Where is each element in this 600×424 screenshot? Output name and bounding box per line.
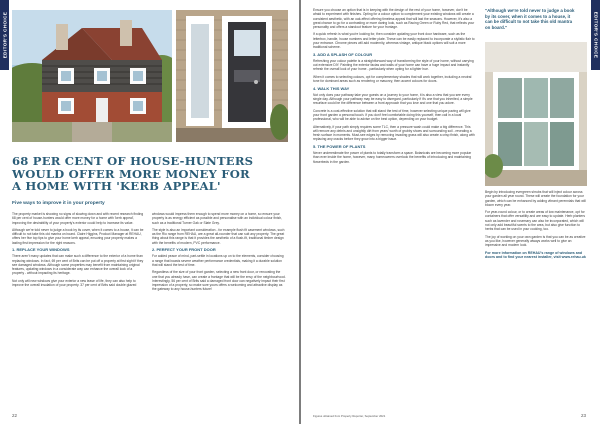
paragraph: Begin by introducing evergreen shrubs that will inject colour across your garden all year round. These will create the foundation for your garden, which can be enhanced by adding vibrant perennials that will bloom every year.: [485, 190, 586, 207]
paragraph: Not only will new windows give your exterior a new lease of life, they can also help to improve the overall insulation of your property. 37 per cent of Brits said double glazed: [12, 278, 137, 288]
paragraph: Although we're told never to judge a book by its cover, when it comes to a house, it can be difficult to not take this old mantra on board. Claire Higgins, Product Manager at REHAU, offers her five top tips to give your home kerb appeal, ensuring your property makes a lasting first impression for the right reasons.: [12, 227, 144, 245]
paragraph: There aren't many updates that can make such a difference to the exterior of a home than replacing windows. In fact, 69 per cent of Brits can be put off a property at first sight if they see damaged windows. Although some properties may benefit from maintaining original features, updating windows in a considerate way can enhance the overall look of a property - without impacting its heritage.: [12, 254, 144, 276]
paragraph: Concrete is a cost-effective solution that will stand the test of time, however selecting unique paving will give your front garden a personal touch. If you don't feel comfortable doing this yourself, then call in a local professional, who will be able to advise on the best option, depending on your budget.: [313, 108, 471, 122]
paragraph: For year-round colour, or to create areas of low maintenance, opt for containers that offer versatility and are easy to update. Herb planters such as lavender and rosemary can also be incorporated, which will not only add beautiful scents to the area, but also give function to herbs that can be used in your cooking, too.: [485, 210, 586, 232]
headline-line: WOULD OFFER MORE MONEY FOR: [12, 166, 250, 181]
subheading: Five ways to improve it in your property: [12, 201, 105, 206]
section-tab: [0, 0, 9, 70]
left-page: [0, 0, 299, 424]
windows-photo: [485, 42, 587, 186]
paragraph: For added peace of mind, part-settle in locations up on to the elements, consider choosing a range that boasts severe weather performance credentials, making it a durable solution that will stand the test of time.: [152, 254, 284, 267]
section-heading: 5. THE POWER OF PLANTS: [313, 143, 366, 149]
cottage-photo: [12, 10, 172, 142]
cta-text: For more information on REHAU's range of windows and doors and to find your nearest installer, visit www.rehau.uk: [485, 250, 586, 260]
paragraph: Refreshing your colour palette is a straightforward way of transforming the style of your home, without carrying out extensive DIY. Painting the exterior facias and walls of your home can have a huge impact and instantly refresh the overall look of your home - particularly when opting for a lighter hue.: [313, 58, 474, 72]
headline-line: 68 PER CENT OF HOUSE-HUNTERS: [12, 154, 254, 168]
left-column-1: [12, 212, 144, 291]
right-column-2: [485, 190, 587, 260]
front-door-photo: [176, 10, 288, 142]
pull-quote: "Although we're told never to judge a book by its cover, when it comes to a house, it can be difficult to not take this old mantra on board.": [485, 8, 575, 30]
section-heading: 1. REPLACE YOUR WINDOWS: [12, 247, 70, 253]
section-tab-label: EDITOR'S CHOICE: [593, 11, 598, 59]
paragraph: Never underestimate the power of plants to totally transform a space. Botanicals are becoming more popular than ever inside the home, however, many homeowners overlook the benefits of introducing and maintaining flowerbeds in the garden.: [313, 151, 472, 164]
footnote: Figures obtained from Property Reporter, September 2021: [313, 414, 386, 418]
section-tab-label: EDITOR'S CHOICE: [2, 11, 7, 59]
page-number: 23: [580, 413, 586, 418]
paragraph: Not only does your pathway take your guests on a journey to your home, it is also a view that you see every single day. Although your pathway may be easy to disregard, particularly if it's one that you inherited, a simple resurface could be the difference between a front approach that you love and one that you adore.: [313, 92, 473, 106]
headline: [12, 155, 292, 193]
right-page: [301, 0, 600, 424]
paragraph: The style is also an important consideration - for example flush fit casement windows, such as the Rio range from REHAU, are a great all-rounder that can suit any property. The great thing about this range is that it provides the aesthetic of a flush-fit, traditional timber design with the benefits of modern, PVC performance.: [152, 227, 285, 245]
paragraph: windows would impress them enough to spend more money on a home, so ensure your property is as energy efficient as possible and personalise with an individual colour finish, such as a traditional Turner Oak or Slate Grey.: [152, 212, 283, 225]
section-heading: 2. PERFECT YOUR FRONT DOOR: [152, 247, 216, 253]
paragraph: Ensure you choose an option that is in keeping with the design of the rest of your home, however, don't be afraid to experiment with finishes. Opting for a colour option to complement your existing windows will create a consistent aesthetic, with an oak-effect offering timeless appeal that will last the seasons. However, it's also a great chance to go for a contrasting or more daring look, such as Racing Green or Ruby Red, that reflects your personality and offers a standout feature for your frontage.: [313, 8, 475, 29]
section-heading: 4. WALK THIS WAY: [313, 85, 350, 91]
paragraph: Alternatively, if your path simply requires some TLC, then a pressure wash could make a big difference. This will remove any debris and unsightly dirt from years' worth of grubby shoes and surrounding soil - revealing a fresh surface in moments. Must-see edges by removing invading grass will also create a crisp finish, along with replacing any cracks before they grow into a bigger issue.: [313, 124, 475, 142]
paragraph: The property market is showing no signs of slowing down and with recent research finding 68 per cent of house-hunters would offer more money for a home with 'kerb appeal', improving the desirability of your property's exterior could help to increase its value.: [12, 212, 144, 225]
paragraph: The joy of working on your own garden is that you can be as creative as you like, however generally always works well to give an impressive and modern look.: [485, 234, 586, 248]
paragraph: Regardless of the size of your front garden, selecting a new front door, or renovating the one that you already have, can create a frontage that will be the envy of the neighbourhood. Interestingly, 56 per cent of Brits said a damaged front door can negatively impact their first impression of a property, so make sure yours offers a welcoming and attractive display as the gateway to any house-hunters future!: [152, 270, 286, 292]
right-column-1: [313, 8, 475, 167]
left-column-2: [152, 212, 286, 295]
page-number: 22: [12, 413, 18, 418]
paragraph: If a quick refresh is what you're looking for, then consider updating your front door hardware, such as the letterbox, handle, house numbers and letter plate. These can be easily replaced to incorporate a stylistic flair to your entrance. Chrome pieces will add modernity, whereas vintage, antique black options will suit a more traditional scheme.: [313, 32, 475, 50]
section-heading: 3. ADD A SPLASH OF COLOUR: [313, 51, 373, 57]
section-tab: [591, 0, 600, 70]
paragraph: When it comes to selecting colours, opt for complementary shades that will work together, including a neutral tone for dominant areas such as rendering or masonry, then accent colours for doors.: [313, 74, 472, 84]
headline-line: A HOME WITH 'KERB APPEAL': [12, 179, 221, 194]
